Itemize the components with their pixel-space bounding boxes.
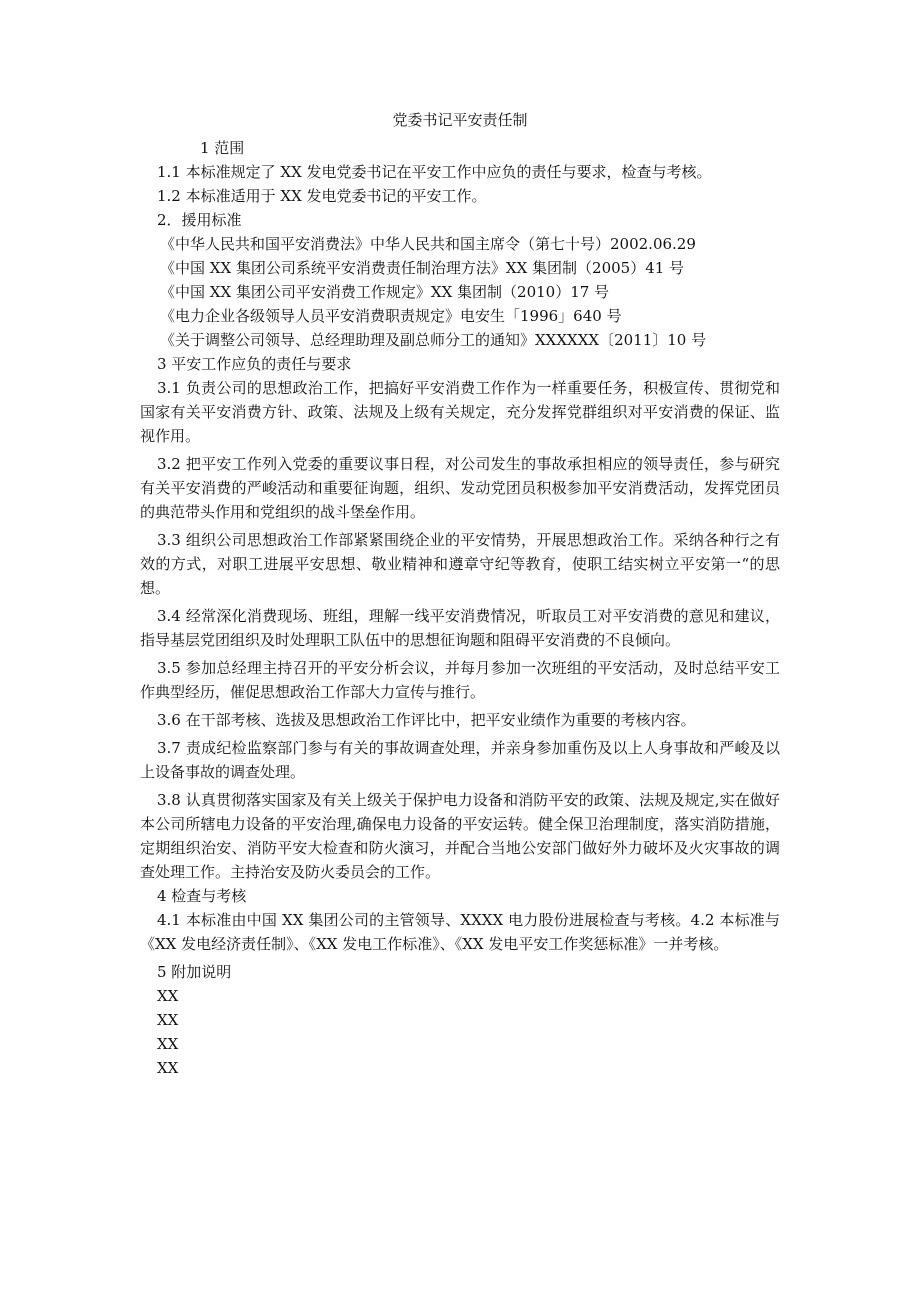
reference-item: 《电力企业各级领导人员平安消费职责规定》电安生「1996」640 号	[160, 307, 622, 325]
appendix-item: XX	[157, 1035, 179, 1053]
clause-3-8: 3.8 认真贯彻落实国家及有关上级关于保护电力设备和消防平安的政策、法规及规定,实在做好本公司所辖电力设备的平安治理,确保电力设备的平安运转。健全保卫治理制度，落实消防措施，定期组织治安、消防平安大检查和防火演习，并配合当地公安部门做好外力破坏及火灾事故的调查处理工作。主持治安及防火委员会的工作。	[140, 791, 780, 881]
reference-item: 《中国 XX 集团公司系统平安消费责任制治理方法》XX 集团制（2005）41 号	[160, 259, 685, 277]
clause-4-1: 4.1 本标准由中国 XX 集团公司的主管领导、XXXX 电力股份进展检查与考核。4.2 本标准与《XX 发电经济责任制》、《XX 发电工作标准》、《XX 发电平安工作奖惩标准》一并考核。	[140, 911, 780, 953]
appendix-item: XX	[157, 1059, 179, 1077]
section-5-heading: 5 附加说明	[157, 963, 232, 981]
section-2-heading: 2．援用标准	[157, 211, 242, 229]
reference-item: 《中国 XX 集团公司平安消费工作规定》XX 集团制（2010）17 号	[160, 283, 610, 301]
appendix-item: XX	[157, 987, 179, 1005]
reference-item: 《中华人民共和国平安消费法》中华人民共和国主席令（第七十号）2002.06.29	[160, 235, 696, 253]
appendix-item: XX	[157, 1011, 179, 1029]
clause-3-4: 3.4 经常深化消费现场、班组，理解一线平安消费情况，听取员工对平安消费的意见和建议，指导基层党团组织及时处理职工队伍中的思想征询题和阻碍平安消费的不良倾向。	[140, 607, 780, 649]
clause-3-1: 3.1 负责公司的思想政治工作，把搞好平安消费工作作为一样重要任务，积极宣传、贯彻党和国家有关平安消费方针、政策、法规及上级有关规定，充分发挥党群组织对平安消费的保证、监视作用。	[140, 379, 780, 445]
section-4-heading: 4 检查与考核	[157, 887, 247, 905]
document-body	[140, 108, 780, 1080]
clause-3-7: 3.7 责成纪检监察部门参与有关的事故调查处理，并亲身参加重伤及以上人身事故和严峻及以上设备事故的调查处理。	[140, 739, 780, 781]
clause-1-2: 1.2 本标准适用于 XX 发电党委书记的平安工作。	[157, 187, 487, 205]
clause-3-6: 3.6 在干部考核、选拔及思想政治工作评比中，把平安业绩作为重要的考核内容。	[157, 711, 696, 729]
clause-1-1: 1.1 本标准规定了 XX 发电党委书记在平安工作中应负的责任与要求，检查与考核。	[157, 163, 712, 181]
section-3-heading: 3 平安工作应负的责任与要求	[157, 355, 352, 373]
clause-3-2: 3.2 把平安工作列入党委的重要议事日程，对公司发生的事故承担相应的领导责任，参与研究有关平安消费的严峻活动和重要征询题，组织、发动党团员积极参加平安消费活动，发挥党团员的典范带头作用和党组织的战斗堡垒作用。	[140, 455, 780, 521]
document-title: 党委书记平安责任制	[392, 111, 528, 129]
reference-item: 《关于调整公司领导、总经理助理及副总师分工的通知》XXXXXX〔2011〕10 号	[160, 331, 707, 349]
section-1-heading: 1 范围	[200, 139, 245, 157]
clause-3-3: 3.3 组织公司思想政治工作部紧紧围绕企业的平安情势，开展思想政治工作。采纳各种行之有效的方式，对职工进展平安思想、敬业精神和遵章守纪等教育，使职工结实树立平安第一“的思想。	[140, 531, 780, 597]
clause-3-5: 3.5 参加总经理主持召开的平安分析会议，并每月参加一次班组的平安活动，及时总结平安工作典型经历，催促思想政治工作部大力宣传与推行。	[140, 659, 780, 701]
